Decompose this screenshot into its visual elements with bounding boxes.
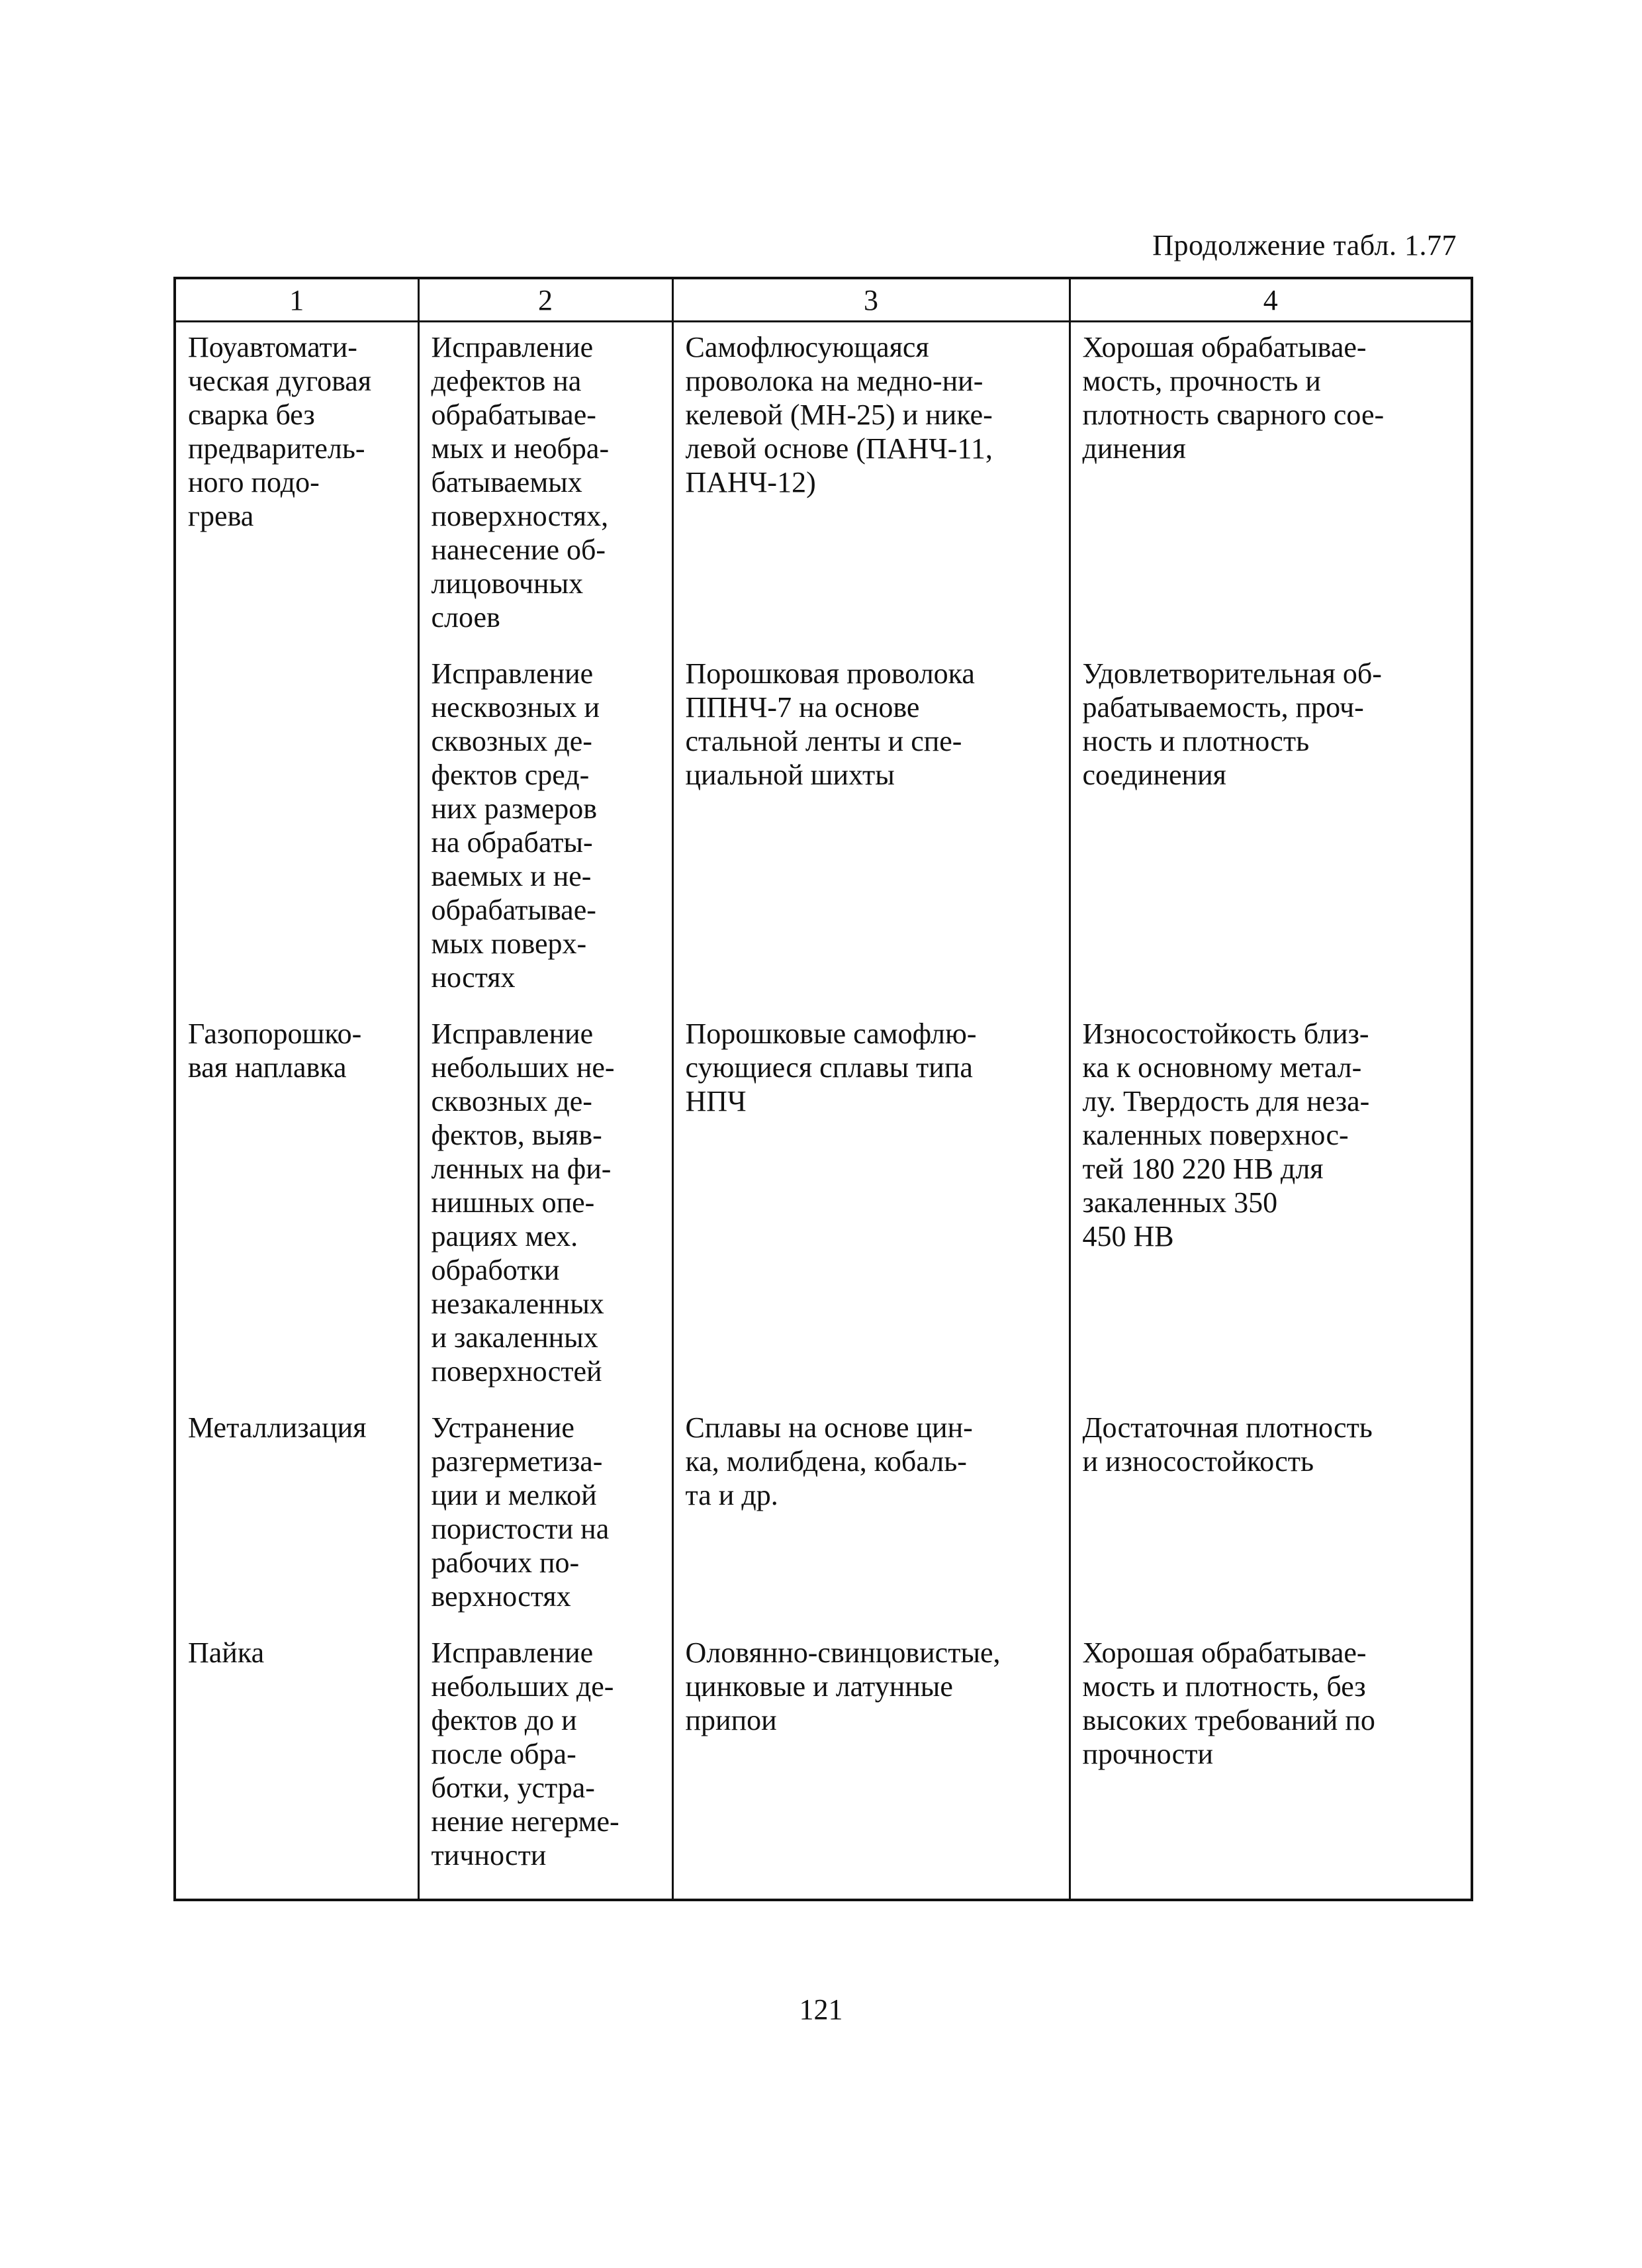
cell-line: левой основе (ПАНЧ-11, <box>685 432 993 465</box>
cell-line: цинковые и латунные <box>685 1670 953 1703</box>
table-header-row <box>175 278 1472 322</box>
cell-line: припои <box>685 1704 777 1736</box>
cell-line: ваемых и не- <box>431 860 592 892</box>
cell-line: ленных на фи- <box>431 1153 612 1185</box>
cell-method <box>175 649 418 1009</box>
cell-line: дефектов на <box>431 365 582 397</box>
cell-properties <box>1070 649 1472 1009</box>
cell-method <box>175 1403 418 1628</box>
cell-line: незакаленных <box>431 1288 604 1320</box>
cell-line: стальной ленты и спе- <box>685 725 962 757</box>
page-number: 121 <box>799 1993 843 2026</box>
cell-line: динения <box>1082 432 1186 465</box>
cell-method <box>175 1628 418 1900</box>
cell-line: мость, прочность и <box>1082 365 1321 397</box>
cell-material <box>672 649 1070 1009</box>
cell-line: мых поверх- <box>431 927 587 960</box>
cell-properties <box>1070 1403 1472 1628</box>
table-caption: Продолжение табл. 1.77 <box>1152 229 1457 261</box>
cell-line: фектов до и <box>431 1704 577 1736</box>
cell-line: рабатываемость, проч- <box>1082 691 1364 724</box>
cell-line: ческая дуговая <box>188 365 372 397</box>
cell-line: после обра- <box>431 1738 576 1770</box>
cell-line: та и др. <box>685 1479 778 1511</box>
cell-line: высоких требований по <box>1082 1704 1375 1736</box>
cell-line: тей 180 220 НВ для <box>1082 1153 1324 1185</box>
cell-line: Исправление <box>431 657 594 690</box>
cell-line: Порошковые самофлю- <box>685 1017 977 1050</box>
cell-line: прочности <box>1082 1738 1213 1770</box>
cell-line: и износостойкость <box>1082 1445 1314 1478</box>
cell-line: и закаленных <box>431 1321 598 1354</box>
cell-line: Исправление <box>431 1017 594 1050</box>
cell-material <box>672 1403 1070 1628</box>
column-header-4: 4 <box>1070 278 1472 322</box>
column-header-3: 3 <box>672 278 1070 322</box>
cell-method <box>175 322 418 649</box>
cell-line: несквозных и <box>431 691 600 724</box>
cell-line: сующиеся сплавы типа <box>685 1051 973 1084</box>
cell-line: ка к основному метал- <box>1082 1051 1362 1084</box>
cell-line: рабочих по- <box>431 1546 580 1579</box>
cell-line: Исправление <box>431 1636 594 1669</box>
cell-line: ностях <box>431 961 516 994</box>
cell-line: циальной шихты <box>685 759 895 791</box>
table-row <box>175 1403 1472 1628</box>
cell-line: на обрабаты- <box>431 826 593 859</box>
cell-line: Устранение <box>431 1411 574 1444</box>
cell-line: предваритель- <box>188 432 365 465</box>
cell-purpose <box>418 1403 672 1628</box>
cell-line: батываемых <box>431 466 582 498</box>
cell-method <box>175 1009 418 1403</box>
cell-material <box>672 1628 1070 1900</box>
cell-line: слоев <box>431 601 500 634</box>
cell-line: сквозных де- <box>431 725 592 757</box>
cell-line: ботки, устра- <box>431 1772 595 1804</box>
cell-line: ка, молибдена, кобаль- <box>685 1445 967 1478</box>
cell-properties <box>1070 322 1472 649</box>
cell-line: обрабатывае- <box>431 399 596 431</box>
cell-line: пористости на <box>431 1513 610 1545</box>
cell-line: каленных поверхнос- <box>1082 1119 1349 1151</box>
cell-line: Поуавтомати- <box>188 331 357 363</box>
cell-line: нишных опе- <box>431 1186 595 1219</box>
cell-line: соединения <box>1082 759 1226 791</box>
cell-line: лицовочных <box>431 567 584 600</box>
cell-line: Сплавы на основе цин- <box>685 1411 973 1444</box>
cell-properties <box>1070 1009 1472 1403</box>
cell-line: фектов, выяв- <box>431 1119 602 1151</box>
cell-line: них размеров <box>431 792 598 825</box>
cell-line: нение негерме- <box>431 1805 619 1838</box>
cell-purpose <box>418 1628 672 1900</box>
cell-line: лу. Твердость для неза- <box>1082 1085 1370 1117</box>
table-row <box>175 1009 1472 1403</box>
cell-line: Газопорошко- <box>188 1017 362 1050</box>
column-header-2: 2 <box>418 278 672 322</box>
cell-line: Удовлетворительная об- <box>1082 657 1382 690</box>
cell-line: ции и мелкой <box>431 1479 597 1511</box>
cell-line: Оловянно-свинцовистые, <box>685 1636 1001 1669</box>
cell-line: Металлизация <box>188 1411 367 1444</box>
cell-line: Самофлюсующаяся <box>685 331 929 363</box>
cell-line: мых и необра- <box>431 432 610 465</box>
table-row <box>175 1628 1472 1900</box>
cell-line: ПАНЧ-12) <box>685 466 816 498</box>
cell-line: проволока на медно-ни- <box>685 365 983 397</box>
cell-line: Достаточная плотность <box>1082 1411 1373 1444</box>
cell-line: Хорошая обрабатывае- <box>1082 1636 1367 1669</box>
cell-line: верхностях <box>431 1580 571 1613</box>
cell-line: небольших не- <box>431 1051 615 1084</box>
cell-purpose <box>418 649 672 1009</box>
table-row <box>175 322 1472 649</box>
cell-purpose <box>418 1009 672 1403</box>
cell-line: ность и плотность <box>1082 725 1310 757</box>
cell-line: фектов сред- <box>431 759 590 791</box>
cell-properties <box>1070 1628 1472 1900</box>
cell-line: грева <box>188 500 254 532</box>
cell-line: обрабатывае- <box>431 894 596 926</box>
cell-line: келевой (МН-25) и нике- <box>685 399 993 431</box>
cell-line: сварка без <box>188 399 315 431</box>
cell-line: тичности <box>431 1839 547 1871</box>
column-header-1: 1 <box>175 278 418 322</box>
cell-line: рациях мех. <box>431 1220 578 1252</box>
cell-line: Порошковая проволока <box>685 657 975 690</box>
cell-line: ППНЧ-7 на основе <box>685 691 920 724</box>
cell-material <box>672 1009 1070 1403</box>
cell-line: вая наплавка <box>188 1051 347 1084</box>
cell-line: небольших де- <box>431 1670 614 1703</box>
cell-line: сквозных де- <box>431 1085 592 1117</box>
cell-line: Исправление <box>431 331 594 363</box>
cell-line: Пайка <box>188 1636 265 1669</box>
cell-line: поверхностей <box>431 1355 602 1388</box>
cell-line: поверхностях, <box>431 500 609 532</box>
cell-line: НПЧ <box>685 1085 747 1117</box>
cell-line: разгерметиза- <box>431 1445 603 1478</box>
cell-line: плотность сварного сое- <box>1082 399 1385 431</box>
cell-line: Износостойкость близ- <box>1082 1017 1369 1050</box>
cell-line: закаленных 350 <box>1082 1186 1278 1219</box>
cell-purpose <box>418 322 672 649</box>
cell-line: ного подо- <box>188 466 320 498</box>
cell-line: 450 НВ <box>1082 1220 1174 1252</box>
cell-material <box>672 322 1070 649</box>
cell-line: нанесение об- <box>431 534 606 566</box>
data-table <box>173 277 1473 1901</box>
cell-line: мость и плотность, без <box>1082 1670 1366 1703</box>
table-row <box>175 649 1472 1009</box>
cell-line: обработки <box>431 1254 560 1286</box>
cell-line: Хорошая обрабатывае- <box>1082 331 1367 363</box>
